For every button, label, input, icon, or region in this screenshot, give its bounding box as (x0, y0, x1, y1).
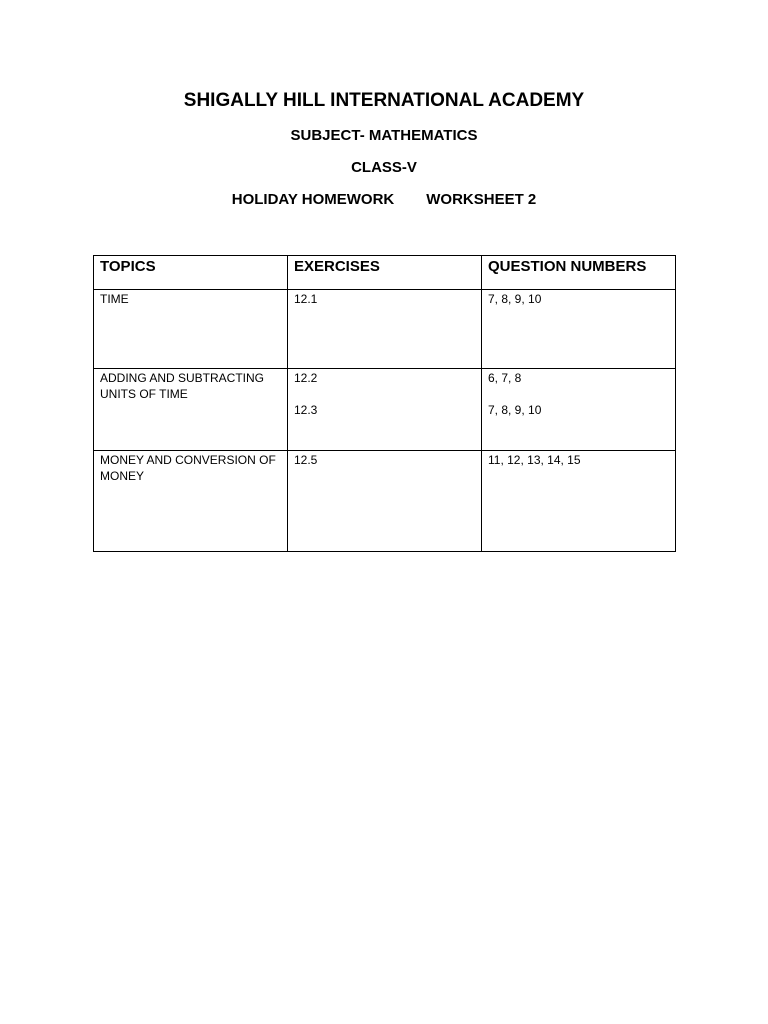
question-text: 11, 12, 13, 14, 15 (488, 453, 581, 467)
column-header-exercises: EXERCISES (288, 256, 482, 290)
question-text: 7, 8, 9, 10 (488, 403, 542, 417)
table-row (94, 369, 676, 451)
topic-text: MONEY AND CONVERSION OF MONEY (100, 453, 276, 483)
topic-cell (94, 290, 288, 369)
question-text: 6, 7, 8 (488, 371, 522, 385)
class-heading: CLASS-V (351, 159, 417, 176)
exercise-cell (288, 451, 482, 552)
table-row (94, 451, 676, 552)
homework-heading (0, 191, 768, 208)
column-header-question-numbers: QUESTION NUMBERS (482, 256, 676, 290)
subject-heading: SUBJECT- MATHEMATICS (290, 127, 478, 144)
homework-label: HOLIDAY HOMEWORK (231, 191, 395, 208)
topic-text: TIME (100, 292, 129, 306)
school-title: SHIGALLY HILL INTERNATIONAL ACADEMY (183, 90, 585, 111)
question-cell (482, 451, 676, 552)
question-cell (482, 290, 676, 369)
topic-cell (94, 451, 288, 552)
question-cell (482, 369, 676, 451)
worksheet-label: WORKSHEET 2 (426, 191, 537, 208)
exercise-text: 12.3 (294, 403, 318, 417)
column-header-topics: TOPICS (94, 256, 288, 290)
question-text: 7, 8, 9, 10 (488, 292, 542, 306)
exercise-cell (288, 290, 482, 369)
topic-cell (94, 369, 288, 451)
exercise-cell (288, 369, 482, 451)
exercise-text: 12.1 (294, 292, 318, 306)
exercise-text: 12.2 (294, 371, 318, 385)
homework-table (93, 255, 676, 552)
exercise-text: 12.5 (294, 453, 318, 467)
table-header-row (94, 256, 676, 290)
table-row (94, 290, 676, 369)
topic-text: ADDING AND SUBTRACTING UNITS OF TIME (100, 371, 265, 401)
